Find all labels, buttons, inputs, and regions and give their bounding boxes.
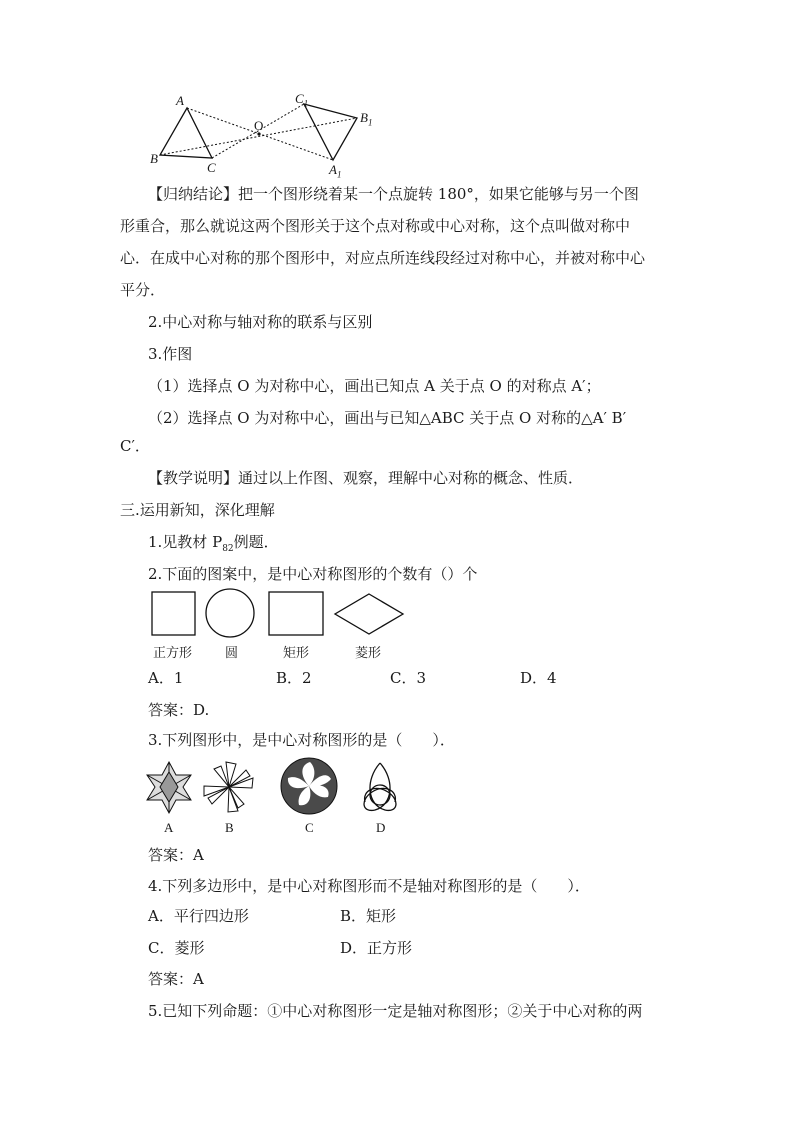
pinwheel-figure [204, 762, 253, 812]
conclusion-line-4: 平分． [120, 281, 166, 299]
section-three-heading: 三.运用新知，深化理解 [120, 501, 275, 519]
section-relation: 2.中心对称与轴对称的联系与区别 [148, 313, 373, 331]
drawing-task-2-cont: C′． [120, 437, 150, 455]
q3-label-c: C [305, 820, 314, 835]
label-c: C [207, 160, 216, 175]
q2-answer: 答案：D. [148, 701, 210, 719]
bauhinia-figure [281, 758, 337, 814]
label-o: O [254, 118, 264, 133]
conclusion-line-3: 心．在成中心对称的那个图形中，对应点所连线段经过对称中心，并被对称中心 [120, 249, 646, 267]
q2-option-d: D．4 [520, 669, 557, 687]
circle-label: 圆 [225, 645, 239, 660]
label-b1: $B_1$ [360, 110, 373, 128]
section-drawing: 3.作图 [148, 345, 193, 363]
exercise-2: 2.下面的图案中，是中心对称图形的个数有（）个 [148, 565, 478, 583]
exercise-3: 3.下列图形中，是中心对称图形的是（ ）． [148, 731, 455, 749]
conclusion-line-2: 形重合，那么就说这两个图形关于这个点对称或中心对称，这个点叫做对称中 [120, 217, 631, 235]
q3-label-b: B [225, 820, 234, 835]
q3-label-d: D [376, 820, 386, 835]
label-a: A [176, 93, 184, 108]
label-b: B [150, 151, 158, 166]
q4-option-b: B．矩形 [340, 907, 397, 925]
star-figure [147, 762, 191, 813]
rhombus-label: 菱形 [355, 645, 382, 660]
label-a1: $A_1$ [329, 162, 342, 180]
q4-option-c: C．菱形 [148, 939, 205, 957]
knot-figure [364, 763, 396, 810]
q4-option-a: A．平行四边形 [148, 907, 249, 925]
exercise-1: 1.见教材 $P_{82}$例题． [148, 533, 279, 554]
q2-option-a: A．1 [148, 669, 184, 687]
q3-answer: 答案：A [148, 846, 204, 864]
q4-answer: 答案：A [148, 970, 204, 988]
q4-option-d: D．正方形 [340, 939, 413, 957]
q2-option-b: B．2 [276, 669, 312, 687]
label-c1: $C_1$ [295, 91, 309, 109]
drawing-task-2: （2）选择点 O 为对称中心，画出与已知△ABC 关于点 O 对称的△A′ B′ [148, 409, 627, 427]
square-label: 正方形 [153, 645, 193, 660]
drawing-task-1: （1）选择点 O 为对称中心，画出已知点 A 关于点 O 的对称点 A′； [148, 377, 601, 395]
conclusion-line-1: 【归纳结论】把一个图形绕着某一个点旋转 180°，如果它能够与另一个图 [148, 185, 639, 203]
exercise-4: 4.下列多边形中，是中心对称图形而不是轴对称图形的是（ ）． [148, 877, 590, 895]
exercise-5: 5.已知下列命题：①中心对称图形一定是轴对称图形；②关于中心对称的两 [148, 1002, 643, 1020]
q3-label-a: A [164, 820, 174, 835]
q2-option-c: C．3 [390, 669, 427, 687]
teaching-note: 【教学说明】通过以上作图、观察，理解中心对称的概念、性质． [148, 469, 584, 487]
rectangle-label: 矩形 [283, 645, 310, 660]
